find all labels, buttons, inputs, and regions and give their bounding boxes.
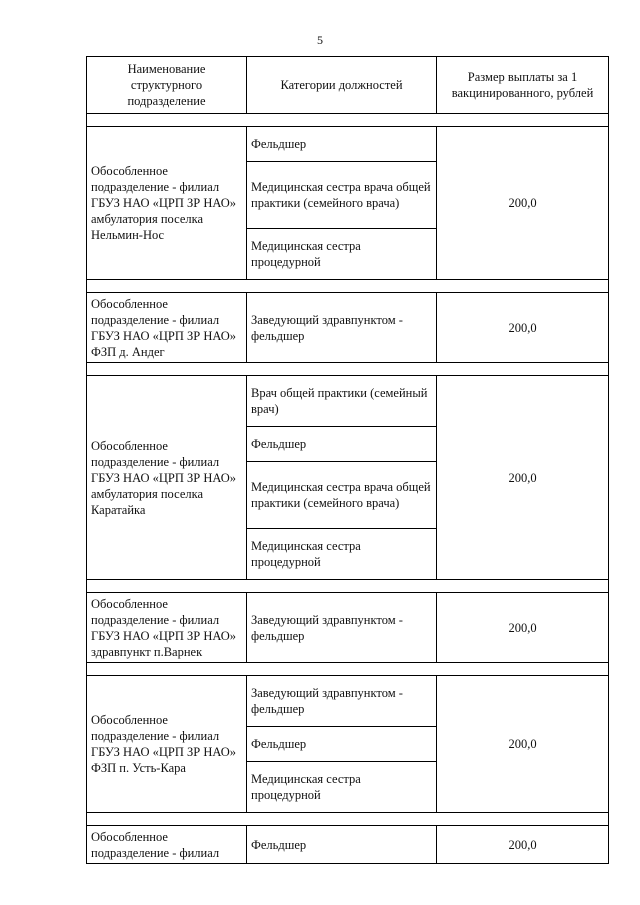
table-row [87, 127, 609, 162]
position-cell: Заведующий здравпунктом - фельдшер [247, 293, 437, 363]
position-cell: Заведующий здравпунктом - фельдшер [247, 593, 437, 663]
amount-cell: 200,0 [437, 826, 609, 864]
unit-cell: Обособленное подразделение - филиал [87, 826, 247, 864]
table-spacer [87, 363, 609, 376]
amount-cell: 200,0 [437, 376, 609, 580]
header-unit: Наименование структурного подразделение [87, 57, 247, 114]
position-cell: Медицинская сестра врача общей практики (семейного врача) [247, 462, 437, 529]
position-cell: Фельдшер [247, 427, 437, 462]
unit-cell: Обособленное подразделение - филиал ГБУЗ НАО «ЦРП ЗР НАО» амбулатория поселка Каратайка [87, 376, 247, 580]
table-spacer [87, 813, 609, 826]
table-spacer [87, 114, 609, 127]
unit-cell: Обособленное подразделение - филиал ГБУЗ НАО «ЦРП ЗР НАО» здравпункт п.Варнек [87, 593, 247, 663]
position-cell: Фельдшер [247, 727, 437, 762]
position-cell: Медицинская сестра процедурной [247, 762, 437, 813]
amount-cell: 200,0 [437, 293, 609, 363]
table-row [87, 826, 609, 864]
payment-table [86, 56, 609, 864]
header-amount: Размер выплаты за 1 вакцинированного, рублей [437, 57, 609, 114]
position-cell: Медицинская сестра врача общей практики (семейного врача) [247, 162, 437, 229]
table-row [87, 376, 609, 427]
position-cell: Врач общей практики (семейный врач) [247, 376, 437, 427]
amount-cell: 200,0 [437, 127, 609, 280]
table-row [87, 293, 609, 363]
unit-cell: Обособленное подразделение - филиал ГБУЗ НАО «ЦРП ЗР НАО» ФЗП д. Андег [87, 293, 247, 363]
position-cell: Медицинская сестра процедурной [247, 229, 437, 280]
position-cell: Фельдшер [247, 127, 437, 162]
amount-cell: 200,0 [437, 676, 609, 813]
page-number: 5 [317, 33, 323, 47]
position-cell: Фельдшер [247, 826, 437, 864]
position-cell: Заведующий здравпунктом - фельдшер [247, 676, 437, 727]
table-row [87, 676, 609, 727]
header-position: Категории должностей [247, 57, 437, 114]
unit-cell: Обособленное подразделение - филиал ГБУЗ НАО «ЦРП ЗР НАО» амбулатория поселка Нельмин-Нос [87, 127, 247, 280]
table-spacer [87, 580, 609, 593]
table-spacer [87, 663, 609, 676]
table-header-row [87, 57, 609, 114]
position-cell: Медицинская сестра процедурной [247, 529, 437, 580]
table-row [87, 593, 609, 663]
table-spacer [87, 280, 609, 293]
amount-cell: 200,0 [437, 593, 609, 663]
unit-cell: Обособленное подразделение - филиал ГБУЗ НАО «ЦРП ЗР НАО» ФЗП п. Усть-Кара [87, 676, 247, 813]
